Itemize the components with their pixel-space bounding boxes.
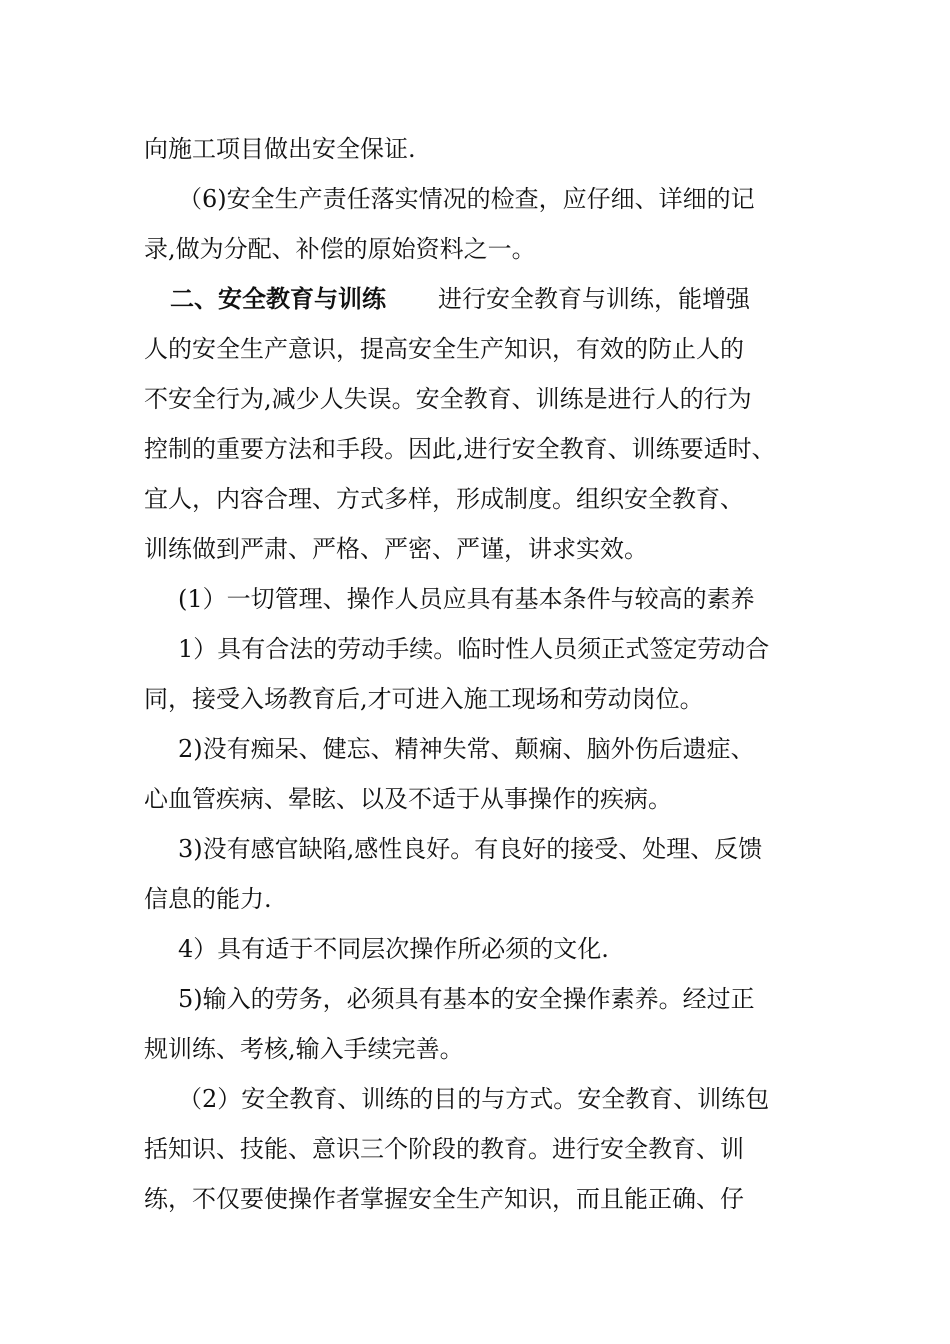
text-line-5: 人的安全生产意识，提高安全生产知识，有效的防止人的	[144, 335, 744, 363]
text-line-2: （6)安全生产责任落实情况的检查，应仔细、详细的记	[178, 185, 755, 213]
text-line-6: 不安全行为,减少人失误。安全教育、训练是进行人的行为	[144, 385, 752, 413]
text-line-1: 向施工项目做出安全保证.	[144, 135, 416, 163]
text-line-10: (1）一切管理、操作人员应具有基本条件与较高的素养	[178, 585, 755, 613]
text-line-20: （2）安全教育、训练的目的与方式。安全教育、训练包	[178, 1085, 770, 1113]
text-line-9: 训练做到严肃、严格、严密、严谨，讲求实效。	[144, 535, 648, 563]
text-line-11: 1）具有合法的劳动手续。临时性人员须正式签定劳动合	[178, 635, 770, 663]
text-line-16: 信息的能力.	[144, 885, 272, 913]
text-line-3: 录,做为分配、补偿的原始资料之一。	[144, 235, 536, 263]
text-line-8: 宜人，内容合理、方式多样，形成制度。组织安全教育、	[144, 485, 744, 513]
text-line-14: 心血管疾病、晕眩、以及不适于从事操作的疾病。	[144, 785, 672, 813]
text-line-18: 5)输入的劳务，必须具有基本的安全操作素养。经过正	[178, 985, 755, 1013]
section-heading-continuation: 进行安全教育与训练，能增强	[438, 285, 750, 313]
section-heading-line	[170, 284, 750, 314]
text-line-22: 练，不仅要使操作者掌握安全生产知识，而且能正确、仔	[144, 1185, 744, 1213]
text-line-17: 4）具有适于不同层次操作所必须的文化.	[178, 935, 609, 963]
text-line-13: 2)没有痴呆、健忘、精神失常、颠痫、脑外伤后遗症、	[178, 735, 755, 763]
text-line-19: 规训练、考核,输入手续完善。	[144, 1035, 464, 1063]
text-line-15: 3)没有感官缺陷,感性良好。有良好的接受、处理、反馈	[178, 835, 763, 863]
section-heading: 二、安全教育与训练	[170, 285, 386, 313]
text-line-21: 括知识、技能、意识三个阶段的教育。进行安全教育、训	[144, 1135, 744, 1163]
text-line-12: 同，接受入场教育后,才可进入施工现场和劳动岗位。	[144, 685, 704, 713]
text-line-7: 控制的重要方法和手段。因此,进行安全教育、训练要适时、	[144, 435, 776, 463]
